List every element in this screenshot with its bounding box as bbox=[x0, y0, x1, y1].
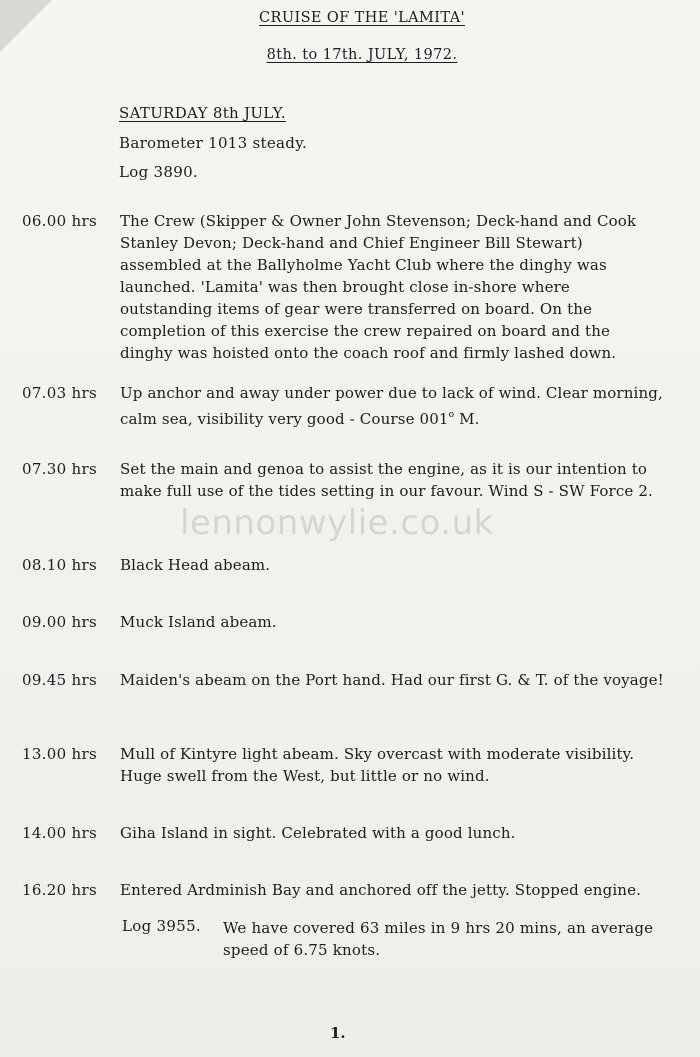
entry-time: 14.00 hrs bbox=[22, 824, 97, 842]
entry-text: Up anchor and away under power due to lack of wind. Clear morning, calm sea, visibility very good - Course 001$^o$ M. bbox=[120, 384, 663, 428]
document-title: CRUISE OF THE 'LAMITA' bbox=[259, 10, 465, 26]
site-watermark: lennonwylie.co.uk bbox=[180, 503, 494, 543]
log-end-summary: We have covered 63 miles in 9 hrs 20 mins, an average speed of 6.75 knots. bbox=[223, 919, 654, 959]
entry-time: 08.10 hrs bbox=[22, 556, 97, 574]
entry-time: 07.30 hrs bbox=[22, 460, 97, 478]
entry-time: 07.03 hrs bbox=[22, 384, 97, 402]
document-dates: 8th. to 17th. JULY, 1972. bbox=[266, 47, 458, 63]
entry-text: The Crew (Skipper & Owner John Stevenson; Deck-hand and Cook Stanley Devon; Deck-hand and Chief Engineer Bill Stewart) assembled at the Ballyholme Yacht Club where the dinghy was launched. 'Lamita' was then brought close in-shore where outstanding items of gear were transferred on board. On the completion of this exercise the crew repaired on board and the dinghy was hoisted onto the coach roof and firmly lashed down. bbox=[120, 212, 637, 362]
degree-superscript: o bbox=[448, 410, 455, 420]
entry-text: Mull of Kintyre light abeam. Sky overcast with moderate visibility. Huge swell from the West, but little or no wind. bbox=[120, 745, 635, 785]
entry-text: Black Head abeam. bbox=[120, 556, 271, 574]
entry-time: 13.00 hrs bbox=[22, 745, 97, 763]
log-end-label: Log 3955. bbox=[122, 917, 202, 935]
entry-time: 09.45 hrs bbox=[22, 671, 97, 689]
entry-text: Entered Ardminish Bay and anchored off the jetty. Stopped engine. bbox=[120, 881, 642, 899]
entry-text: Set the main and genoa to assist the engine, as it is our intention to make full use of the tides setting in our favour. Wind S - SW Force 2. bbox=[120, 460, 653, 500]
entry-text: Muck Island abeam. bbox=[120, 613, 277, 631]
entry-text: Giha Island in sight. Celebrated with a good lunch. bbox=[120, 824, 516, 842]
barometer-reading: Barometer 1013 steady. bbox=[119, 134, 308, 152]
page-number: 1. bbox=[330, 1024, 346, 1042]
entry-time: 09.00 hrs bbox=[22, 613, 97, 631]
entry-time: 06.00 hrs bbox=[22, 212, 97, 230]
entry-text: Maiden's abeam on the Port hand. Had our first G. & T. of the voyage! bbox=[120, 671, 664, 689]
day-heading: SATURDAY 8th JULY. bbox=[119, 104, 286, 122]
log-start: Log 3890. bbox=[119, 163, 199, 181]
page-corner-fold bbox=[0, 0, 52, 52]
entry-time: 16.20 hrs bbox=[22, 881, 97, 899]
